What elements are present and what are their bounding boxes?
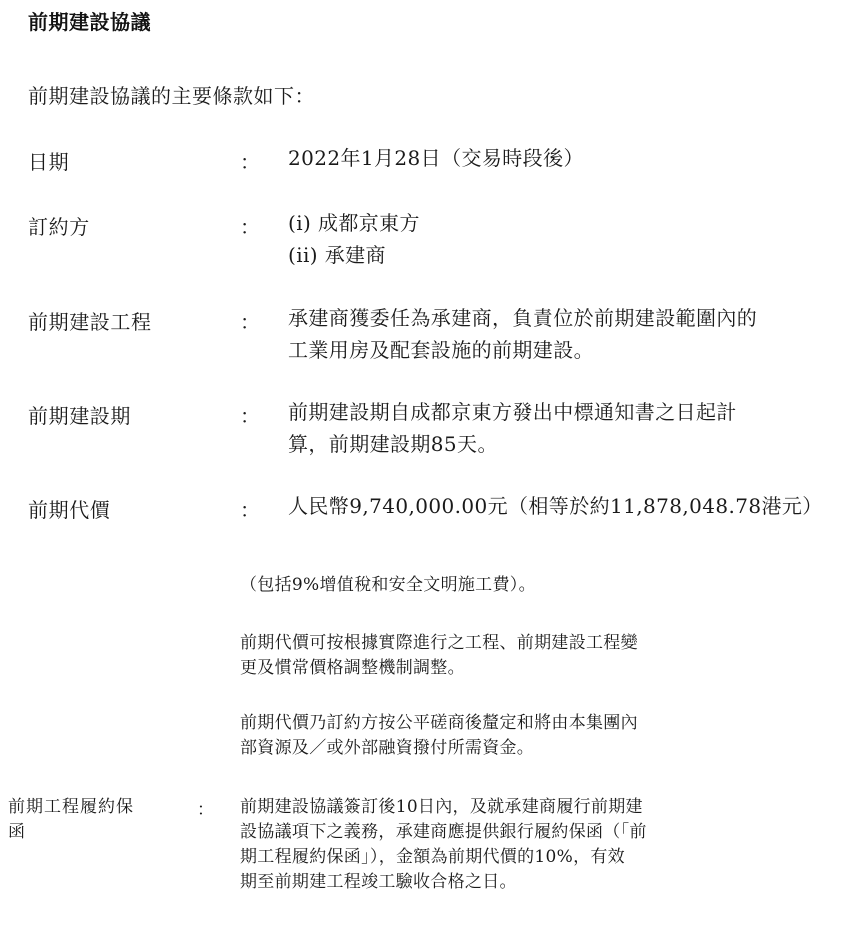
section-heading: 前期建設協議	[28, 10, 151, 34]
term-colon: ：	[240, 215, 260, 239]
note-line: （包括9%增值稅和安全文明施工費）。	[240, 575, 536, 595]
term-value-line: 工業用房及配套設施的前期建設。	[288, 338, 594, 362]
consideration-note-adjustment	[240, 631, 740, 681]
term-value-consideration	[288, 490, 863, 522]
term-label-period: 前期建設期	[28, 404, 131, 428]
term-label-works: 前期建設工程	[28, 310, 152, 334]
note-line: 前期建設協議簽訂後10日內，及就承建商履行前期建	[240, 797, 643, 817]
term-label-date: 日期	[28, 150, 70, 174]
party-item: (i) 成都京東方	[288, 211, 420, 235]
term-colon: ：	[240, 150, 260, 174]
label-line: 函	[8, 822, 26, 842]
term-colon: ：	[240, 310, 260, 334]
term-label-parties: 訂約方	[28, 215, 90, 239]
term-colon: ：	[240, 404, 260, 428]
term-colon: ：	[240, 498, 260, 522]
intro-text: 前期建設協議的主要條款如下：	[28, 84, 315, 108]
consideration-note-funding	[240, 711, 740, 761]
party-item: (ii) 承建商	[288, 243, 386, 267]
note-line: 設協議項下之義務，承建商應提供銀行履約保函（「前	[240, 822, 647, 842]
term-value-line: 2022年1月28日（交易時段後）	[288, 146, 584, 170]
note-line: 部資源及／或外部融資撥付所需資金。	[240, 738, 535, 758]
term-value-line: 前期建設期自成都京東方發出中標通知書之日起計	[288, 400, 737, 424]
term-value-line: 算，前期建設期85天。	[288, 432, 498, 456]
term-value-line: 承建商獲委任為承建商，負責位於前期建設範圍內的	[288, 306, 758, 330]
term-value-guarantee	[240, 795, 740, 895]
label-line: 前期工程履約保	[8, 797, 134, 817]
term-label-guarantee	[8, 795, 134, 845]
term-value-date	[288, 142, 863, 174]
consideration-note-vat	[240, 573, 740, 598]
term-label-consideration: 前期代價	[28, 498, 111, 522]
note-line: 期至前期建工程竣工驗收合格之日。	[240, 872, 517, 892]
term-value-period	[288, 396, 863, 460]
note-line: 更及慣常價格調整機制調整。	[240, 658, 465, 678]
note-line: 期工程履約保函」），金額為前期代價的10%，有效	[240, 847, 625, 867]
term-value-works	[288, 302, 863, 366]
note-line: 前期代價乃訂約方按公平磋商後釐定和將由本集團內	[240, 713, 638, 733]
term-colon: ：	[197, 800, 214, 820]
term-value-line: 人民幣9,740,000.00元（相等於約11,878,048.78港元）	[288, 494, 823, 518]
term-value-parties	[288, 207, 863, 271]
note-line: 前期代價可按根據實際進行之工程、前期建設工程變	[240, 633, 638, 653]
